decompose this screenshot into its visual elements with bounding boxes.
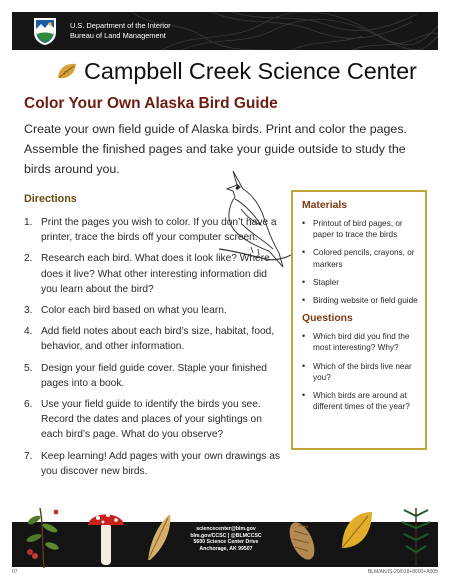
step-number: 6. <box>24 399 33 411</box>
list-item <box>24 303 286 318</box>
list-item: • Which of the birds live near you? <box>302 361 418 383</box>
mushroom-icon <box>86 505 126 567</box>
list-item <box>24 361 286 391</box>
page-title: Color Your Own Alaska Bird Guide <box>24 95 278 112</box>
plant-sprig-icon <box>22 500 64 568</box>
step-text: Print the pages you wish to color. If you don’t have a printer, trace the birds off your computer screen. <box>41 217 277 244</box>
agency-bureau: Bureau of Land Management <box>70 31 166 40</box>
directions-heading: Directions <box>24 193 77 205</box>
list-item: • Which birds are around at different times of the year? <box>302 390 418 412</box>
leaf-icon <box>56 61 78 81</box>
agency-name <box>70 21 171 41</box>
top-banner <box>12 12 438 50</box>
step-number: 5. <box>24 362 33 374</box>
list-item <box>24 449 286 479</box>
list-item: • Birding website or field guide <box>302 295 418 306</box>
step-number: 4. <box>24 326 33 338</box>
center-name: Campbell Creek Science Center <box>84 57 417 84</box>
list-item: • Which bird did you find the most interesting? Why? <box>302 331 418 353</box>
agency-department: U.S. Department of the Interior <box>70 21 171 30</box>
questions-list <box>302 331 418 412</box>
list-item: • Colored pencils, crayons, or markers <box>302 247 418 269</box>
materials-list <box>302 218 418 306</box>
footer-address-line1: 5600 Science Center Drive <box>193 539 259 546</box>
step-text: Research each bird. What does it look like? Where does it live? What other interesting information did you learn about the bird? <box>41 253 270 295</box>
blm-logo-icon <box>32 16 58 46</box>
list-item: • Stapler <box>302 277 418 288</box>
list-item <box>24 397 286 443</box>
step-text: Color each bird based on what you learn. <box>41 305 227 317</box>
questions-heading: Questions <box>302 313 353 325</box>
footer-contact <box>172 526 280 552</box>
step-text: Design your field guide cover. Staple your finished pages into a book. <box>41 362 267 389</box>
intro-text: Create your own field guide of Alaska birds. Print and color the pages. Assemble the finished pages and take your guide outside to study the birds around you. <box>24 122 407 176</box>
feather-icon <box>144 512 174 562</box>
document-code: BLM/AK/IS-20/018+8600+A005 <box>367 569 438 575</box>
footer-social[interactable]: blm.gov/CCSC | @BLMCCSC <box>190 532 262 539</box>
pinecone-icon <box>286 513 318 565</box>
step-number: 1. <box>24 217 33 228</box>
footer-email[interactable]: sciencecenter@blm.gov <box>196 526 256 532</box>
center-header <box>56 57 417 85</box>
materials-heading: Materials <box>302 200 348 211</box>
step-number: 3. <box>24 305 33 317</box>
directions-list <box>24 215 286 485</box>
list-item <box>24 324 286 354</box>
step-text: Use your field guide to identify the birds you see. Record the dates and places of your sightings on each bird’s page. What do you observe? <box>41 399 262 441</box>
list-item: • Printout of bird pages, or paper to trace the birds <box>302 218 418 240</box>
page-number: 07 <box>12 569 18 575</box>
list-item <box>24 215 286 245</box>
list-item <box>24 251 286 297</box>
materials-questions-box <box>291 190 427 450</box>
step-number: 2. <box>24 253 33 265</box>
step-text: Add field notes about each bird’s size, habitat, food, behavior, and other information. <box>41 326 275 353</box>
step-number: 7. <box>24 450 33 462</box>
evergreen-branch-icon <box>398 504 434 566</box>
footer-address-line2: Anchorage, AK 99507 <box>199 545 253 552</box>
step-text: Keep learning! Add pages with your own drawings as you discover new birds. <box>41 450 280 477</box>
leaf-icon <box>338 508 376 554</box>
